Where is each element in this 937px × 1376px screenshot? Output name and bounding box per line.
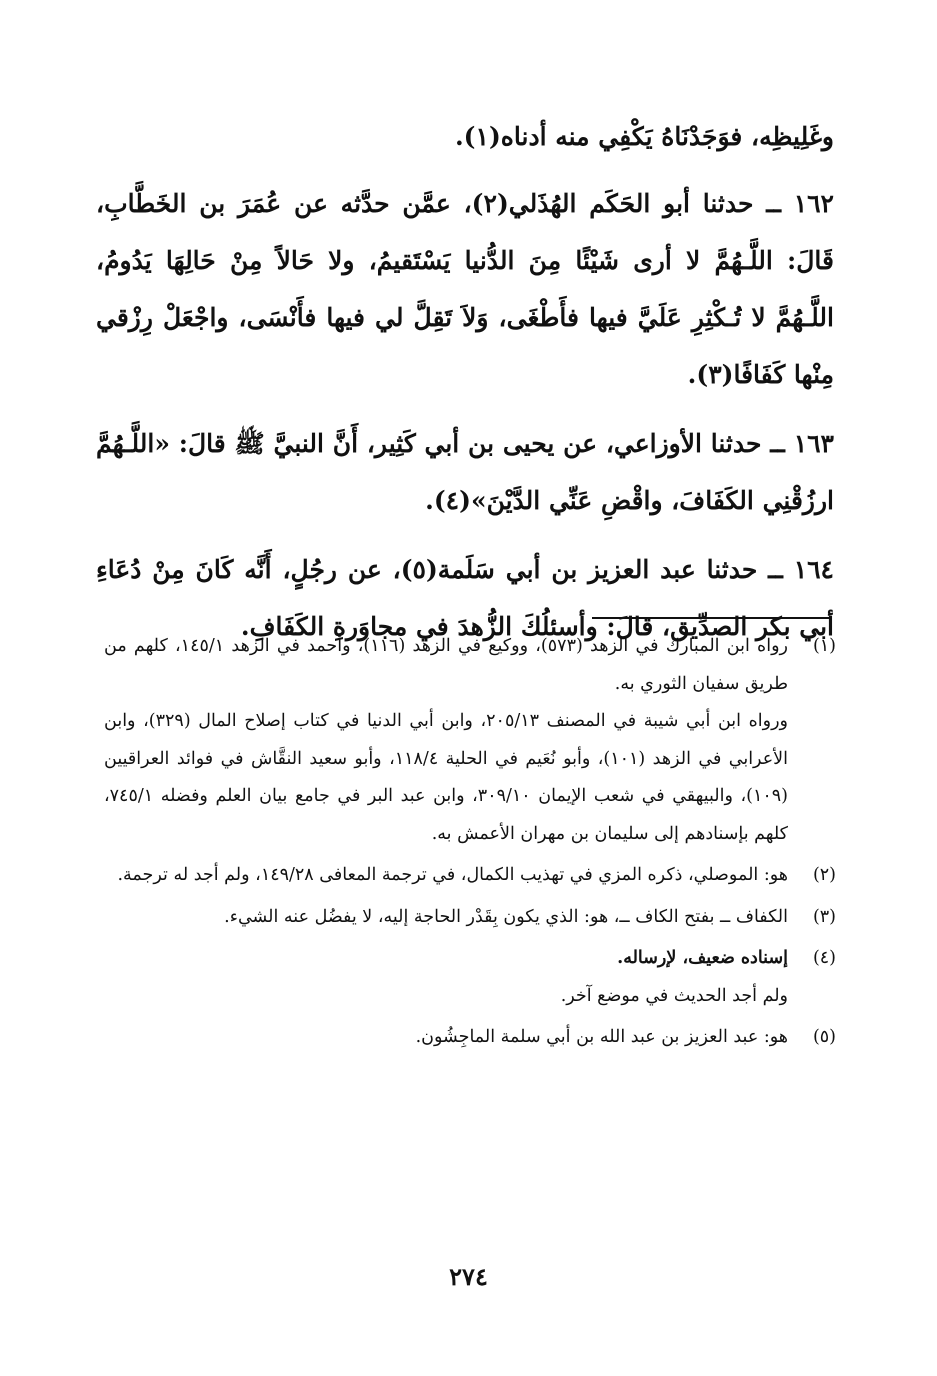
footnote-body: [104, 1019, 788, 1057]
footnote-line: الكفاف ــ بفتح الكاف ــ، هو: الذي يكون بِقَدْر الحاجة إليه، لا يفضُل عنه الشيء.: [224, 906, 788, 927]
footnote-body: [104, 899, 788, 937]
footnote-body: [104, 940, 788, 1015]
hadith-163: [96, 415, 834, 529]
hadith-text: ــ حدثنا أبو الحَكَم الهُذَلي(٢)، عمَّن حدَّثه عن عُمَرَ بن الخَطَّابِ، قَالَ: اللَّـهُمَّ لا أرى شَيْئًا مِنَ الدُّنيا يَسْتَقيمُ، ولا حَالاً مِنْ حَالِهَا يَدُومُ، اللَّـهُمَّ لا تُـكْثِرِ عَلَيَّ فيها فأَطْغَى، وَلاَ تَقِلَّ لي فيها فأَنْسَى، واجْعَلْ رِزْقي مِنْها كَفَافًا(٣).: [96, 189, 834, 389]
footnote-line: ورواه ابن أبي شيبة في المصنف ٢٠٥/١٣، وابن أبي الدنيا في كتاب إصلاح المال (٣٢٩)، وابن الأعرابي في الزهد (١٠١)، وأبو نُعَيم في الحلية ١١٨/٤، وأبو سعيد النقَّاش في فوائد العراقيين (١٠٩)، والبيهقي في شعب الإيمان ٣٠٩/١٠، وابن عبد البر في جامع بيان العلم وفضله ٧٤٥/١، كلهم بإسنادهم إلى سليمان بن مهران الأعمش به.: [104, 711, 788, 844]
footnote-line: إسناده ضعيف، لإرساله.: [617, 948, 788, 968]
footnotes: [104, 628, 836, 1061]
footnote-1: [104, 628, 836, 853]
footnote-mark: (٥): [812, 1027, 836, 1047]
footnote-4: [104, 940, 836, 1015]
page-number: ٢٧٤: [449, 1262, 488, 1291]
footnote-mark: (٢): [812, 865, 836, 885]
hadith-number: ١٦٢: [793, 189, 834, 218]
hadith-number: ١٦٤: [793, 555, 834, 584]
main-text: [96, 108, 834, 667]
footnote-line: رواه ابن المبارك في الزهد (٥٧٣)، ووكيع في الزهد (١١٦)، وأحمد في الزهد ١٤٥/١، كلهم من طريق سفيان الثوري به.: [104, 636, 788, 694]
footnote-line: هو: عبد العزيز بن عبد الله بن أبي سلمة الماجِشُون.: [415, 1027, 788, 1047]
footnote-mark: (٤): [812, 948, 836, 968]
footnote-divider: [592, 617, 832, 619]
hadith-number: ١٦٣: [793, 429, 834, 458]
paragraph-text: وغَلِيظِه، فوَجَدْنَاهُ يَكْفِي منه أدناه(١).: [454, 122, 834, 151]
footnote-line: ولم أجد الحديث في موضع آخر.: [560, 985, 788, 1006]
footnote-2: [104, 857, 836, 895]
hadith-text: ــ حدثنا الأوزاعي، عن يحيى بن أبي كَثِير، أَنَّ النبيَّ ﷺ قالَ: «اللَّـهُمَّ ارزُقْنِي الكَفَافَ، واقْضِ عَنِّي الدَّيْنَ»(٤).: [96, 429, 834, 515]
footnote-body: [104, 857, 788, 895]
footnote-body: [104, 628, 788, 853]
hadith-162: [96, 175, 834, 403]
footnote-line: هو: الموصلي، ذكره المزي في تهذيب الكمال، في ترجمة المعافى ١٤٩/٢٨، ولم أجد له ترجمة.: [117, 865, 788, 885]
footnote-mark: (٣): [812, 906, 836, 927]
paragraph-continuation: [96, 108, 834, 165]
footnote-3: [104, 899, 836, 937]
footnote-mark: (١): [812, 636, 836, 656]
footnote-5: [104, 1019, 836, 1057]
hadith-text: ــ حدثنا عبد العزيز بن أبي سَلَمة(٥)، عن رجُلٍ، أَنَّه كَانَ مِنْ دُعَاءِ أبي بكر الصدِّيق، قالَ: وأسئلُكَ الزُّهدَ في مجاوَرةِ الكَفَافِ.: [96, 555, 834, 641]
